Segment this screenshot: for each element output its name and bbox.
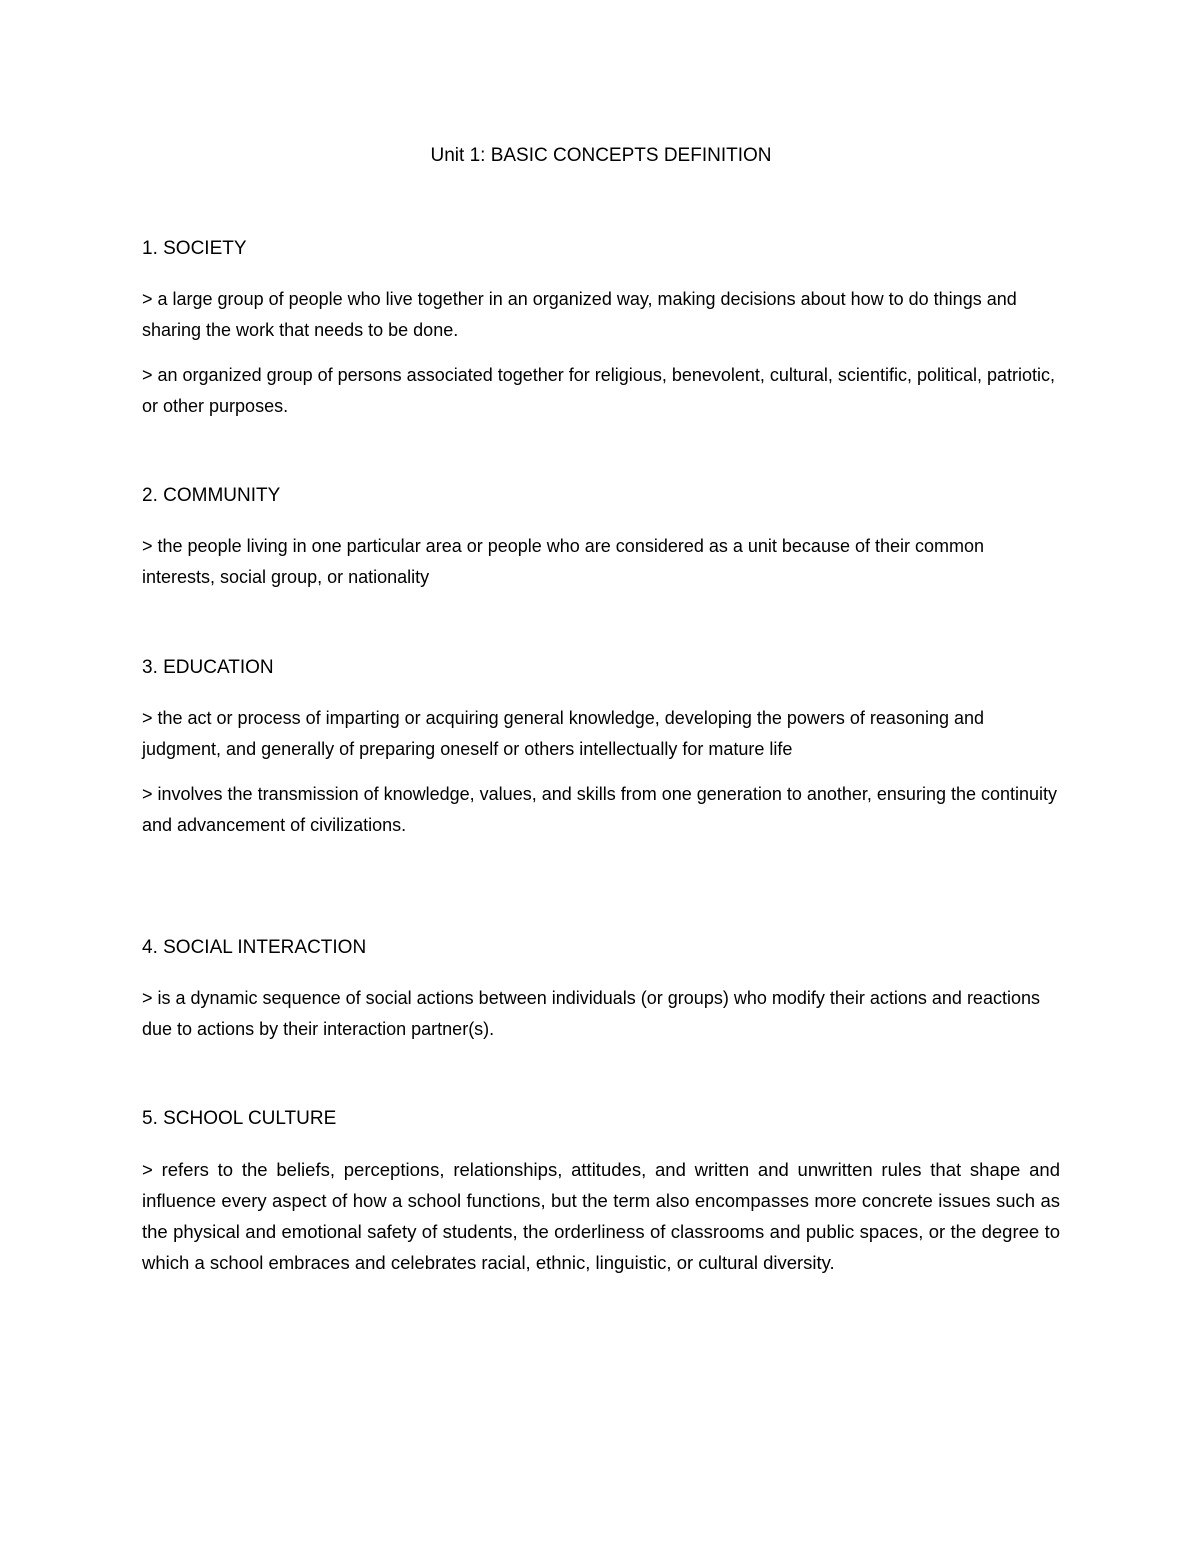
section-heading: 5. SCHOOL CULTURE bbox=[142, 1108, 337, 1129]
section-heading: 1. SOCIETY bbox=[142, 238, 247, 259]
document-title: Unit 1: BASIC CONCEPTS DEFINITION bbox=[430, 145, 772, 166]
section-heading: 2. COMMUNITY bbox=[142, 485, 281, 506]
definition-text: > involves the transmission of knowledge, values, and skills from one generation to another, ensuring the continuity and advancement of civilizations. bbox=[142, 784, 1058, 835]
section-heading: 3. EDUCATION bbox=[142, 657, 274, 678]
section-education bbox=[142, 654, 1060, 855]
section-community bbox=[142, 482, 1060, 607]
definition-text: > a large group of people who live together in an organized way, making decisions about how to do things and sharing the work that needs to be done. bbox=[142, 289, 1017, 340]
definition-text: > refers to the beliefs, perceptions, relationships, attitudes, and written and unwritten rules that shape and influence every aspect of how a school functions, but the term also encompasses more concrete issues such as the physical and emotional safety of students, the orderliness of classrooms and public spaces, or the degree to which a school embraces and celebrates racial, ethnic, linguistic, or cultural diversity. bbox=[142, 1159, 1060, 1273]
definition-text: > the people living in one particular area or people who are considered as a unit because of their common interests, social group, or nationality bbox=[142, 536, 985, 587]
document-page bbox=[142, 0, 1060, 1553]
section-school-culture bbox=[142, 1105, 1060, 1292]
definition-text: > the act or process of imparting or acquiring general knowledge, developing the powers of reasoning and judgment, and generally of preparing oneself or others intellectually for mature life bbox=[142, 708, 985, 759]
definition-text: > is a dynamic sequence of social actions between individuals (or groups) who modify their actions and reactions due to actions by their interaction partner(s). bbox=[142, 988, 1040, 1039]
section-social-interaction bbox=[142, 934, 1060, 1059]
section-heading: 4. SOCIAL INTERACTION bbox=[142, 937, 367, 958]
definition-text: > an organized group of persons associated together for religious, benevolent, cultural, scientific, political, patriotic, or other purposes. bbox=[142, 365, 1056, 416]
section-society bbox=[142, 235, 1060, 436]
